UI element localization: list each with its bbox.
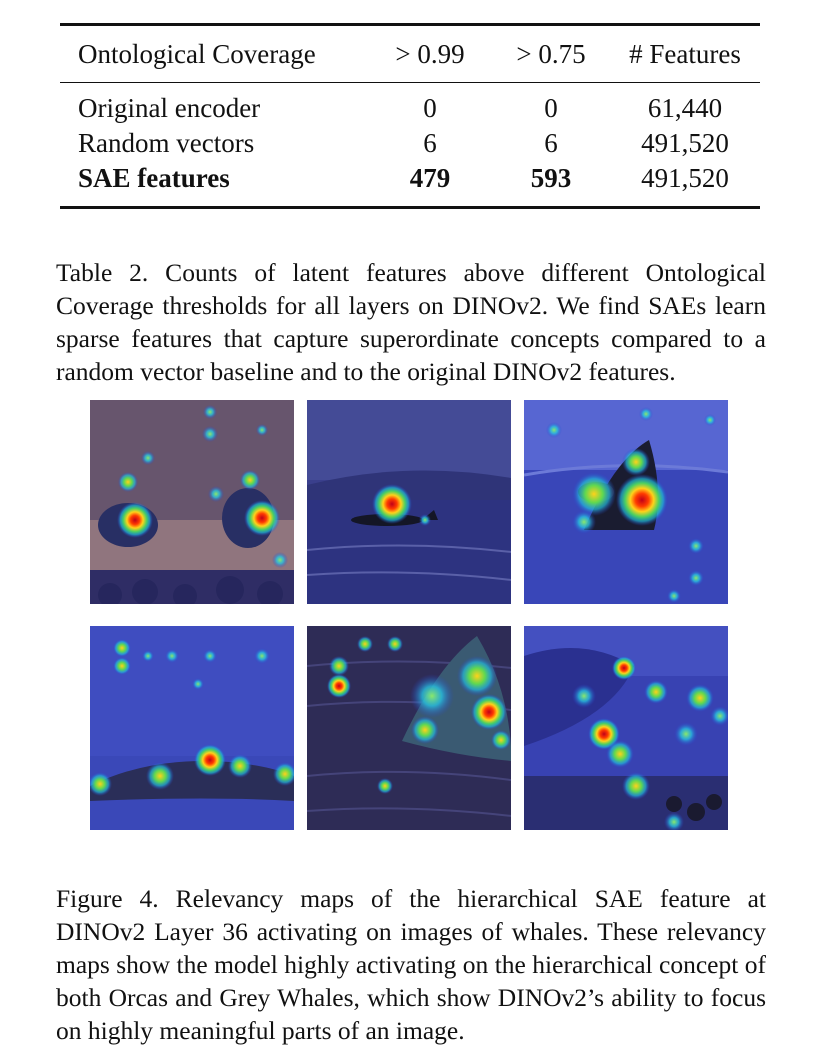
relevancy-map-grey-whale-surface — [90, 626, 294, 830]
relevancy-map-orca-show — [90, 400, 294, 604]
cell-v99: 0 — [423, 93, 437, 123]
table-caption: Table 2. Counts of latent features above different Ontological Coverage thresholds for all layers on DINOv2. We find SAEs learn sparse features that capture superordinate concepts compared to a random vector baseline and to the original DINOv2 features. — [56, 257, 766, 386]
relevancy-map-orca-breaching — [524, 400, 728, 604]
table-row — [60, 83, 760, 127]
cell-v99: 479 — [409, 163, 451, 193]
relevancy-map-grey-whale-fluke — [307, 626, 511, 830]
row-label: Original encoder — [78, 93, 261, 123]
cell-v75: 6 — [544, 128, 558, 158]
relevancy-map-grid — [90, 400, 730, 830]
cell-v75: 593 — [530, 163, 572, 193]
header-threshold-075: > 0.75 — [516, 38, 586, 69]
table-row — [60, 161, 760, 208]
figure-caption: Figure 4. Relevancy maps of the hierarchical SAE feature at DINOv2 Layer 36 activating on images of whales. These relevancy maps show the model highly activating on the hierarchical concept of both Orcas and Grey Whales, which show DINOv2’s ability to focus on highly meaningful parts of an image. — [56, 883, 766, 1045]
cell-features: 61,440 — [647, 93, 723, 123]
header-num-features: # Features — [629, 38, 741, 69]
header-ontological-coverage: Ontological Coverage — [78, 38, 316, 69]
relevancy-map-orca-swimming — [307, 400, 511, 604]
cell-v99: 6 — [423, 128, 437, 158]
table-header-row — [60, 25, 760, 83]
cell-v75: 0 — [544, 93, 558, 123]
relevancy-map-aquarium-whale — [524, 626, 728, 830]
header-threshold-099: > 0.99 — [395, 38, 465, 69]
results-table — [60, 23, 760, 209]
cell-features: 491,520 — [641, 163, 729, 193]
cell-features: 491,520 — [641, 128, 729, 158]
row-label: SAE features — [78, 163, 230, 193]
row-label: Random vectors — [78, 128, 255, 158]
table-row — [60, 126, 760, 161]
